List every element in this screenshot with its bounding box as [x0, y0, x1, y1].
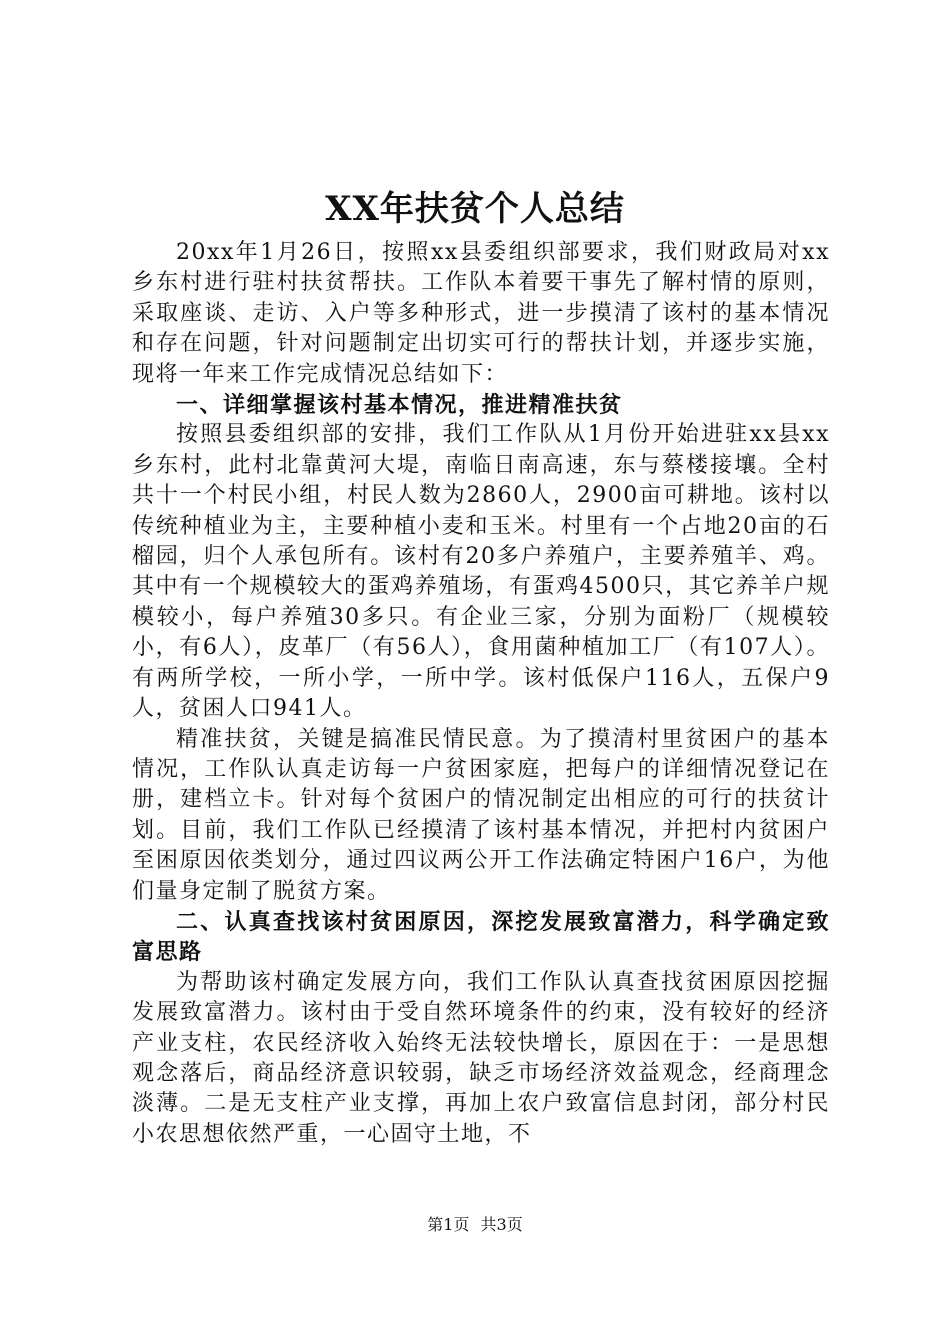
- document-title: XX年扶贫个人总结: [325, 189, 625, 229]
- section-heading-2: 二、认真查找该村贫困原因，深挖发展致富潜力，科学确定致富思路: [132, 908, 830, 966]
- section-heading-1: 一、详细掌握该村基本情况，推进精准扶贫: [176, 392, 623, 419]
- paragraph-intro: 20xx年1月26日，按照xx县委组织部要求，我们财政局对xx乡东村进行驻村扶贫帮扶。工作队本着要干事先了解村情的原则，采取座谈、走访、入户等多种形式，进一步摸清了该村的基本情况和存在问题，针对问题制定出切实可行的帮扶计划，并逐步实施，现将一年来工作完成情况总结如下：: [132, 240, 830, 387]
- page-number: 第1页: [427, 1215, 470, 1234]
- document-body: [132, 238, 830, 1150]
- page-total: 共3页: [480, 1215, 523, 1234]
- paragraph-precise-poverty: 精准扶贫，关键是搞准民情民意。为了摸清村里贫困户的基本情况，工作队认真走访每一户贫困家庭，把每户的详细情况登记在册，建档立卡。针对每个贫困户的情况制定出相应的可行的扶贫计划。目前，我们工作队已经摸清了该村基本情况，并把村内贫困户至困原因依类划分，通过四议两公开工作法确定特困户16户，为他们量身定制了脱贫方案。: [132, 726, 830, 904]
- paragraph-village-overview: 按照县委组织部的安排，我们工作队从1月份开始进驻xx县xx乡东村，此村北靠黄河大堤，南临日南高速，东与蔡楼接壤。全村共十一个村民小组，村民人数为2860人，2900亩可耕地。该村以传统种植业为主，主要种植小麦和玉米。村里有一个占地20亩的石榴园，归个人承包所有。该村有20多户养殖户，主要养殖羊、鸡。其中有一个规模较大的蛋鸡养殖场，有蛋鸡4500只，其它养羊户规模较小，每户养殖30多只。有企业三家，分别为面粉厂（规模较小，有6人），皮革厂（有56人），食用菌种植加工厂（有107人）。有两所学校，一所小学，一所中学。该村低保户116人，五保户9人，贫困人口941人。: [132, 422, 830, 722]
- paragraph-poverty-causes: 为帮助该村确定发展方向，我们工作队认真查找贫困原因挖掘发展致富潜力。该村由于受自然环境条件的约束，没有较好的经济产业支柱，农民经济收入始终无法较快增长，原因在于：一是思想观念落后，商品经济意识较弱，缺乏市场经济效益观念，经商理念淡薄。二是无支柱产业支撑，再加上农户致富信息封闭，部分村民小农思想依然严重，一心固守土地，不: [132, 969, 830, 1147]
- page-footer: [0, 1214, 950, 1236]
